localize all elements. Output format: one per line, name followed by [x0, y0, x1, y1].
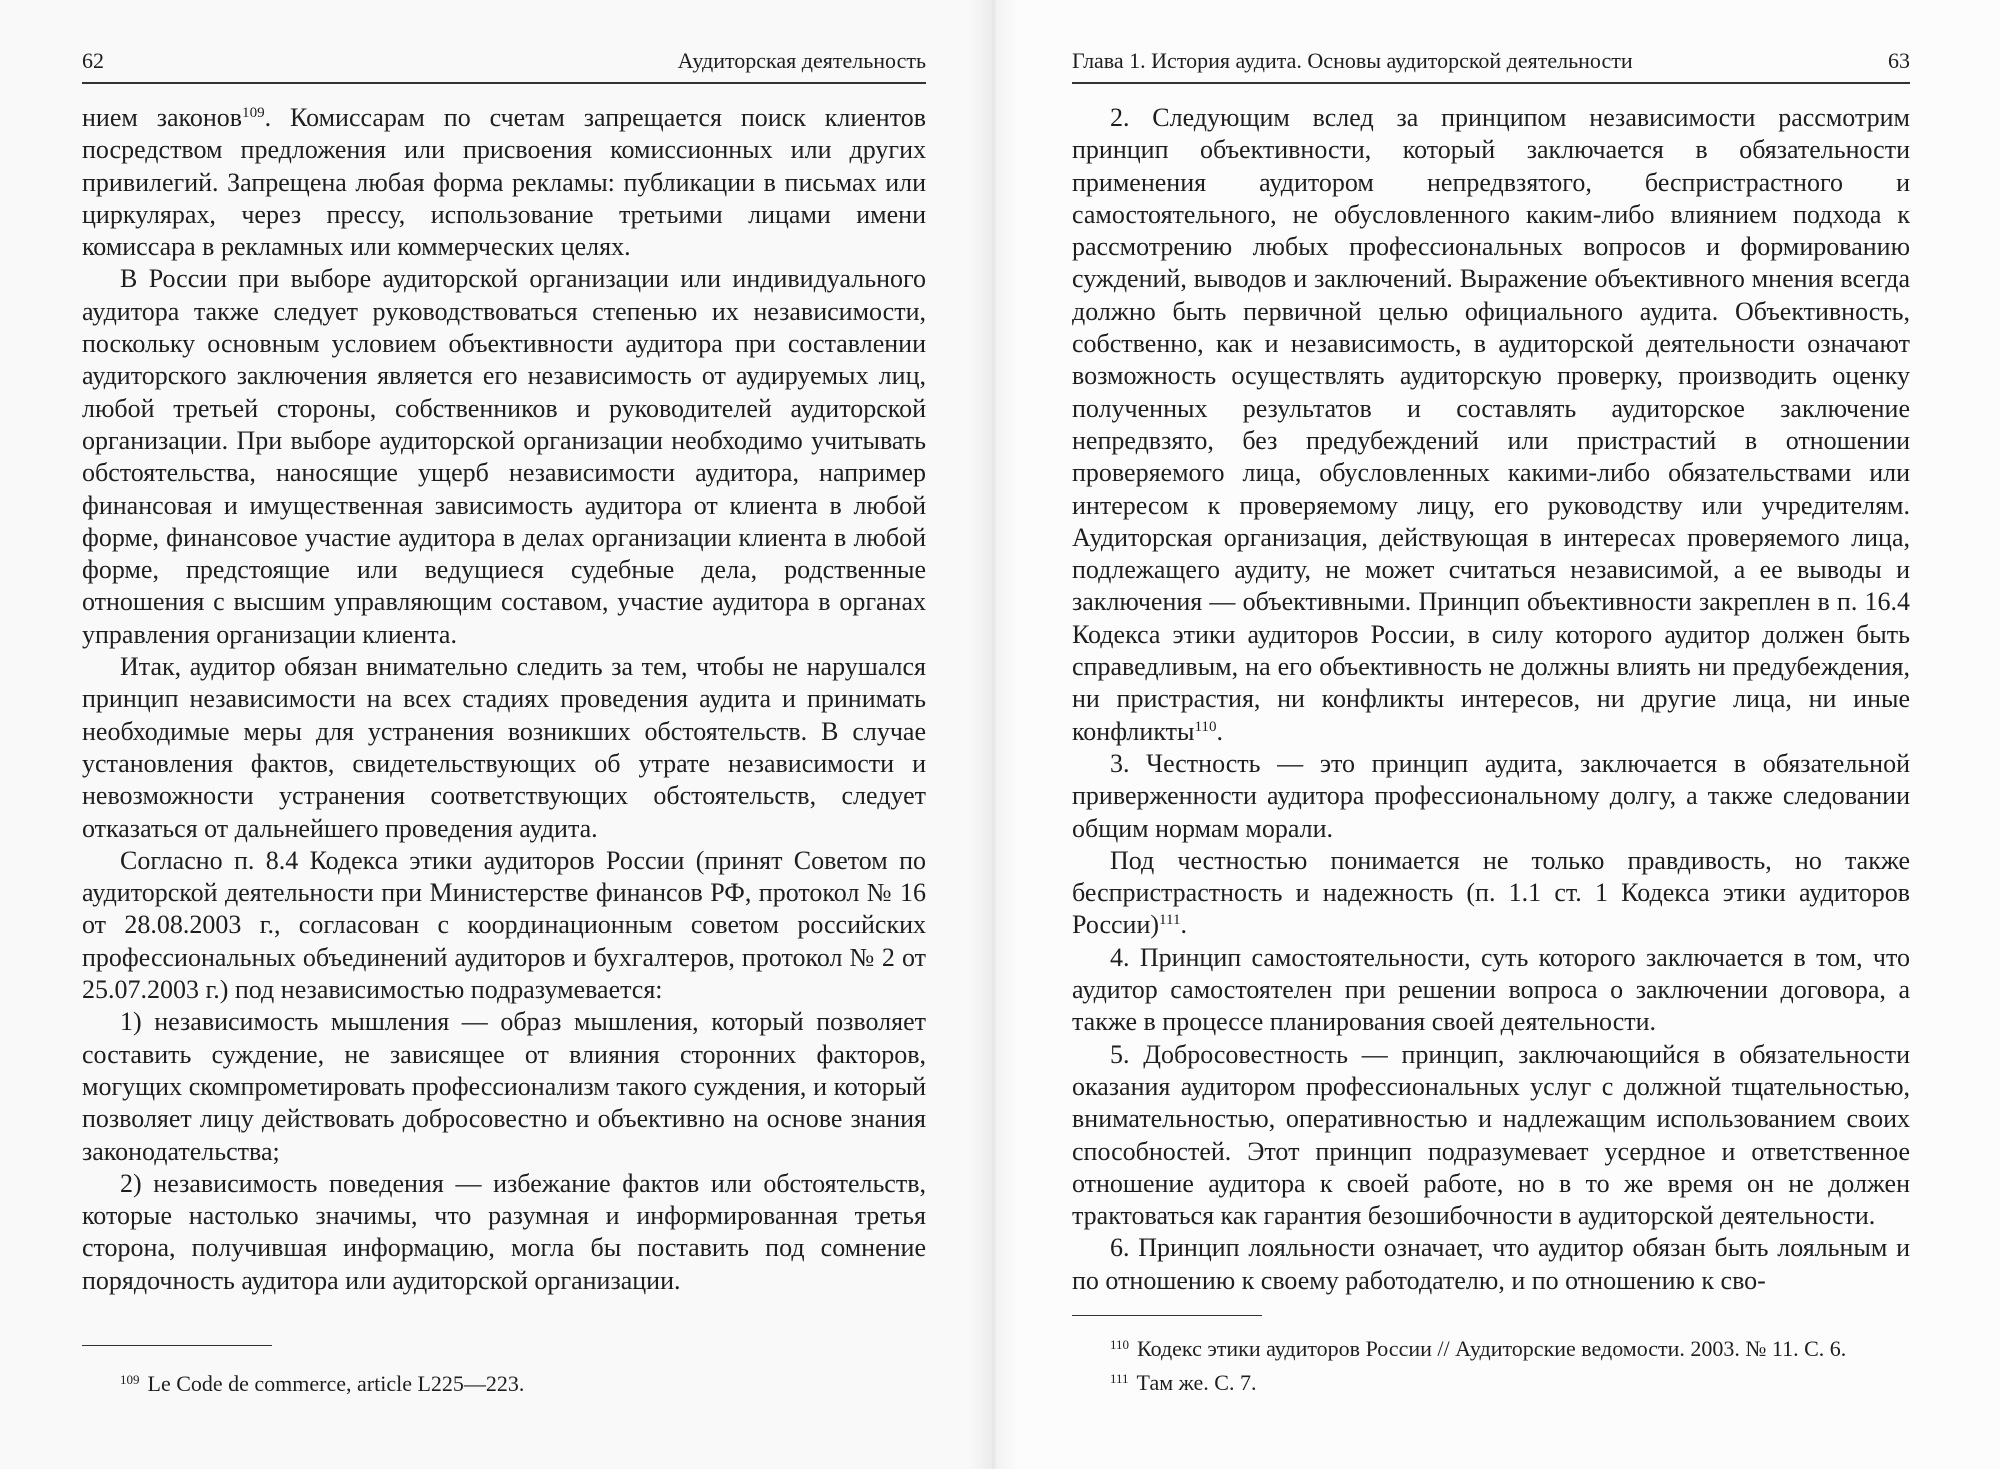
- left-footnote-rule: [82, 1345, 272, 1346]
- left-paragraph-4: Согласно п. 8.4 Кодекса этики аудиторов России (принят Советом по аудиторской деятельности при Министерстве финансов РФ, протокол № 16 от 28.08.2003 г., согласован с координационным советом российских профессиональных объединений аудиторов и бухгалтеров, протокол № 2 от 25.07.2003 г.) под независимостью подразумевается:: [82, 845, 926, 1005]
- left-footnotes: [120, 1365, 920, 1399]
- footnote-ref-110: 110: [1194, 718, 1217, 735]
- left-paragraph-1: нием законов$^{109}$. Комиссарам по счетам запрещается поиск клиентов посредством предложения или присвоения комиссионных или других привилегий. Запрещена любая форма рекламы: публикации в письмах или циркулярах, через прессу, использование третьими лицами имени комиссара в рекламных или коммерческих целях.: [82, 103, 927, 262]
- left-paragraph-5: 1) независимость мышления — образ мышления, который позволяет составить суждение, не зависящее от влияния сторонних факторов, могущих скомпрометировать профессионализм такого суждения, и который позволяет лицу действовать добросовестно и объективно на основе знания законодательства;: [82, 1007, 926, 1166]
- right-footnote-rule: [1072, 1315, 1262, 1316]
- right-page-number: 63: [1888, 48, 1910, 73]
- footnote-111: 111 Там же. С. 7.: [1110, 1370, 1257, 1395]
- left-header-rule: [82, 82, 926, 84]
- right-paragraph-4: 4. Принцип самостоятельности, суть которого заключается в том, что аудитор самостоятелен при решении вопроса о заключении договора, а также в процессе планирования своей деятельности.: [1072, 942, 1910, 1037]
- left-page: [0, 0, 990, 1469]
- right-running-title: Глава 1. История аудита. Основы аудиторской деятельности: [1072, 48, 1633, 73]
- right-header-rule: [1072, 82, 1910, 84]
- right-paragraph-3: Под честностью понимается не только правдивость, но также беспристрастность и надежность (п. 1.1 ст. 1 Кодекса этики аудиторов России)$^{111}$.: [1072, 845, 1910, 940]
- right-paragraph-1: 2. Следующим вслед за принципом независимости рассмотрим принцип объективности, который заключается в обязательности применения аудитором непредвзятого, беспристрастного и самостоятельного, не обусловленного каким-либо влиянием подхода к рассмотрению любых профессиональных вопросов и формированию суждений, выводов и заключений. Выражение объективного мнения всегда должно быть первичной целью официального аудита. Объективность, собственно, как и независимость, в аудиторской деятельности означают возможность осуществлять аудиторскую проверку, производить оценку полученных результатов и составлять аудиторское заключение непредвзято, без предубеждений или пристрастий в отношении проверяемого лица, обусловленных какими-либо обязательствами или интересом к проверяемому лицу, его руководству или учредителям. Аудиторская организация, действующая в интересах проверяемого лица, подлежащего аудиту, не может считаться независимой, а ее выводы и заключения — объективными. Принцип объективности закреплен в п. 16.4 Кодекса этики аудиторов России, в силу которого аудитор должен быть справедливым, на его объективность не должны влиять ни предубеждения, ни пристрастия, ни конфликты интересов, ни другие лица, ни иные конфликты$^{110}$.: [1072, 103, 1910, 746]
- right-footnotes: [1110, 1330, 1910, 1398]
- footnote-ref-111: 111: [1159, 912, 1181, 929]
- left-body-text: [82, 102, 926, 1297]
- right-page: [990, 0, 2000, 1469]
- left-paragraph-2: В России при выборе аудиторской организации или индивидуального аудитора также следует руководствоваться степенью их независимости, поскольку основным условием объективности аудитора при составлении аудиторского заключения является его независимость от аудируемых лиц, любой третьей стороны, собственников и руководителей аудиторской организации. При выборе аудиторской организации необходимо учитывать обстоятельства, наносящие ущерб независимости аудитора, например финансовая и имущественная зависимость аудитора от клиента в любой форме, финансовое участие аудитора в делах организации клиента в любой форме, предстоящие или ведущиеся судебные дела, родственные отношения с высшим управляющим составом, участие аудитора в органах управления организации клиента.: [82, 264, 926, 649]
- left-running-title: Аудиторская деятельность: [677, 48, 926, 73]
- footnote-110: 110 Кодекс этики аудиторов России // Аудиторские ведомости. 2003. № 11. С. 6.: [1110, 1336, 1847, 1361]
- book-gutter-shadow: [968, 0, 1018, 1469]
- right-paragraph-2: 3. Честность — это принцип аудита, заключается в обязательной приверженности аудитора профессиональному долгу, а также следовании общим нормам морали.: [1072, 748, 1910, 843]
- footnote-ref-109: 109: [242, 104, 265, 121]
- left-page-number: 62: [82, 48, 104, 73]
- right-paragraph-6: 6. Принцип лояльности означает, что аудитор обязан быть лояльным и по отношению к своему работодателю, и по отношению к сво-: [1072, 1233, 1910, 1295]
- footnote-109: 109 Le Code de commerce, article L225—223.: [120, 1371, 525, 1396]
- right-body-text: [1072, 102, 1910, 1297]
- right-paragraph-5: 5. Добросовестность — принцип, заключающийся в обязательности оказания аудитором профессиональных услуг с должной тщательностью, внимательностью, оперативностью и надлежащим использованием своих способностей. Этот принцип подразумевает усердное и ответственное отношение аудитора к своей работе, но в то же время он не должен трактоваться как гарантия безошибочности в аудиторской деятельности.: [1072, 1039, 1910, 1231]
- left-paragraph-3: Итак, аудитор обязан внимательно следить за тем, чтобы не нарушался принцип независимости на всех стадиях проведения аудита и принимать необходимые меры для устранения возникших обстоятельств. В случае установления фактов, свидетельствующих об утрате независимости и невозможности устранения соответствующих обстоятельств, следует отказаться от дальнейшего проведения аудита.: [82, 652, 926, 843]
- left-paragraph-6: 2) независимость поведения — избежание фактов или обстоятельств, которые настолько значимы, что разумная и информированная третья сторона, получившая информацию, могла бы поставить под сомнение порядочность аудитора или аудиторской организации.: [82, 1168, 926, 1295]
